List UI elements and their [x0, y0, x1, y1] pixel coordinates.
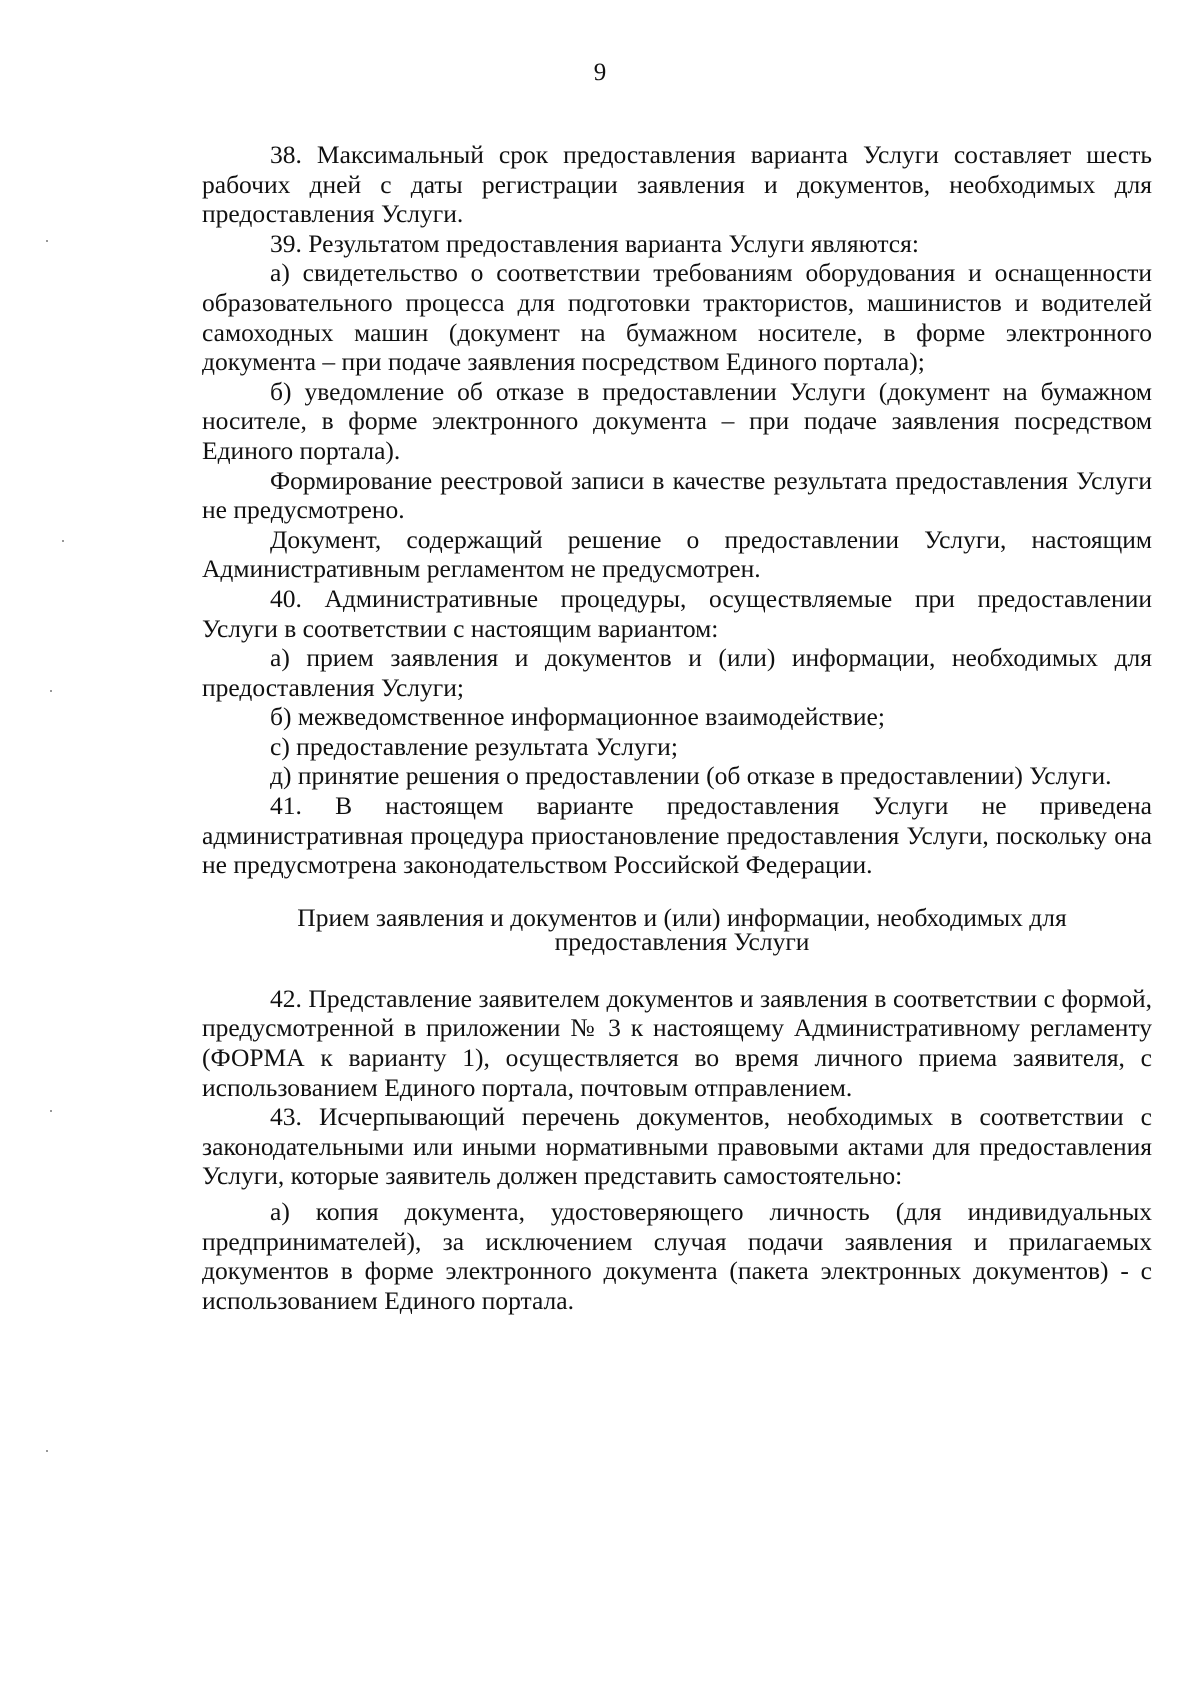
document-body: [202, 140, 1152, 1315]
paragraph-40-c: с) предоставление результата Услуги;: [270, 731, 678, 761]
scan-speck: [46, 1450, 48, 1452]
paragraph-38: 38. Максимальный срок предоставления варианта Услуги составляет шесть рабочих дней с даты регистрации заявления и документов, необходимых для предоставления Услуги.: [202, 140, 1152, 229]
paragraph-43: 43. Исчерпывающий перечень документов, необходимых в соответствии с законодательными или иными нормативными правовыми актами для предоставления Услуги, которые заявитель должен представить самостоятельно:: [202, 1102, 1152, 1191]
paragraph-42: 42. Представление заявителем документов и заявления в соответствии с формой, предусмотренной в приложении № 3 к настоящему Административному регламенту (ФОРМА к варианту 1), осуществляется во время личного приема заявителя, с использованием Единого портала, почтовым отправлением.: [202, 983, 1152, 1102]
paragraph-43-a: а) копия документа, удостоверяющего личность (для индивидуальных предпринимателей), за исключением случая подачи заявления и прилагаемых документов в форме электронного документа (пакета электронных документов) - с использованием Единого портала.: [202, 1197, 1152, 1315]
paragraph-40-a: а) прием заявления и документов и (или) информации, необходимых для предоставления Услуги;: [202, 643, 1152, 702]
paragraph-40-b: б) межведомственное информационное взаимодействие;: [270, 702, 885, 732]
page-number: 9: [593, 59, 607, 86]
scan-speck: [62, 540, 64, 542]
paragraph-registry-record: Формирование реестровой записи в качестве результата предоставления Услуги не предусмотрено.: [202, 465, 1152, 525]
paragraph-decision-document: Документ, содержащий решение о предоставлении Услуги, настоящим Административным регламентом не предусмотрен.: [202, 524, 1152, 584]
scan-speck: [46, 240, 48, 242]
paragraph-40: 40. Административные процедуры, осуществляемые при предоставлении Услуги в соответствии с настоящим вариантом:: [202, 583, 1152, 643]
paragraph-39-b: б) уведомление об отказе в предоставлении Услуги (документ на бумажном носителе, в форме электронного документа – при подаче заявления посредством Единого портала).: [202, 376, 1152, 465]
paragraph-39: 39. Результатом предоставления варианта Услуги являются:: [270, 228, 919, 258]
paragraph-39-a: а) свидетельство о соответствии требованиям оборудования и оснащенности образовательного процесса для подготовки трактористов, машинистов и водителей самоходных машин (документ на бумажном носителе, в форме электронного документа – при подаче заявления посредством Единого портала);: [202, 258, 1152, 377]
paragraph-40-d: д) принятие решения о предоставлении (об отказе в предоставлении) Услуги.: [270, 761, 1112, 791]
section-heading: Прием заявления и документов и (или) информации, необходимых для предоставления Услуги: [297, 902, 1067, 956]
paragraph-41: 41. В настоящем варианте предоставления Услуги не приведена административная процедура приостановление предоставления Услуги, поскольку она не предусмотрена законодательством Российской Федерации.: [202, 791, 1152, 880]
scan-speck: [50, 690, 52, 692]
scan-speck: [50, 1110, 52, 1112]
